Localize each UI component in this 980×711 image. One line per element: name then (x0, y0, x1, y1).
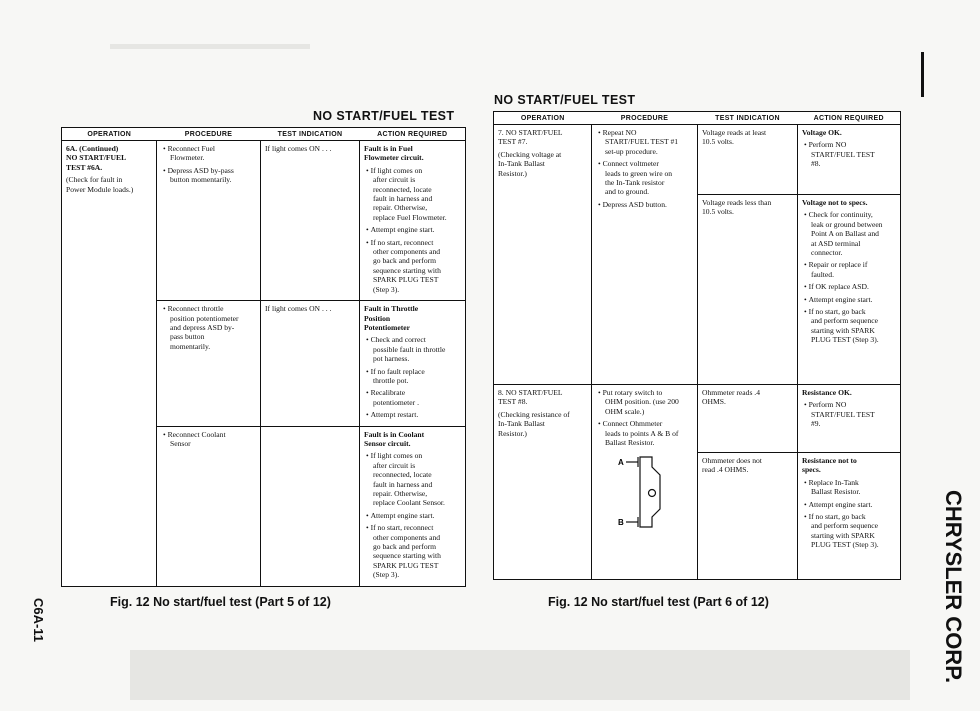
action-item: • If no start, go back and perform sequence starting with SPARK PLUG TEST (Step 3). (802, 307, 896, 345)
procedure-item: • Reconnect Fuel Flowmeter. (161, 144, 256, 163)
operation-cell (62, 141, 157, 587)
action-title: Fault is in Coolant Sensor circuit. (364, 429, 425, 448)
header-operation: OPERATION (62, 128, 157, 141)
action-cell (360, 426, 466, 586)
header-procedure: PROCEDURE (157, 128, 261, 141)
brand-text: CHRYSLER CORP. (941, 490, 966, 684)
procedure-item: • Reconnect Coolant Sensor (161, 430, 256, 449)
procedure-item: • Depress ASD by-pass button momentarily. (161, 166, 256, 185)
action-item: • If no start, reconnect other components and go back and perform sequence starting with SPARK PLUG TEST (Step 3). (364, 523, 461, 579)
action-item: • If no start, go back and perform sequence starting with SPARK PLUG TEST (Step 3). (802, 512, 896, 550)
indication-text: If light comes ON . . . (265, 304, 332, 314)
operation-purpose: (Checking voltage at In-Tank Ballast Resistor.) (498, 149, 562, 178)
action-item: • If OK replace ASD. (802, 282, 896, 291)
action-item: • Attempt engine start. (364, 511, 461, 520)
action-title: Voltage not to specs. (802, 198, 868, 207)
action-item: • Perform NO START/FUEL TEST #9. (802, 400, 896, 428)
header-action-required: ACTION REQUIRED (360, 128, 466, 141)
action-title: Voltage OK. (802, 128, 842, 137)
action-item: • If light comes on after circuit is reconnected, locate fault in harness and repair. Otherwise, replace Coolant Sensor. (364, 451, 461, 507)
procedure-item: • Put rotary switch to OHM position. (use 200 OHM scale.) (596, 388, 693, 416)
header-test-indication: TEST INDICATION (698, 112, 798, 125)
resistor-body (640, 457, 660, 527)
action-item: • Replace In-Tank Ballast Resistor. (802, 478, 896, 497)
indication-text: Ohmmeter reads .4 OHMS. (702, 388, 760, 407)
operation-purpose: (Checking resistance of In-Tank Ballast Resistor.) (498, 409, 570, 438)
procedure-cell (592, 125, 698, 385)
action-item: • Check for continuity, leak or ground between Point A on Ballast and at ASD terminal connector. (802, 210, 896, 257)
action-item: • Attempt engine start. (364, 225, 461, 234)
point-b-label: B (618, 518, 624, 528)
operation-step: 7. NO START/FUEL TEST #7. (498, 128, 563, 147)
scan-smudge (130, 650, 910, 700)
operation-step: 8. NO START/FUEL TEST #8. (498, 388, 563, 407)
procedure-cell (592, 385, 698, 580)
action-item: • Recalibrate potentiometer . (364, 388, 461, 407)
indication-cell (698, 385, 798, 453)
procedure-item: • Depress ASD button. (596, 200, 693, 209)
indication-cell (698, 125, 798, 195)
right-figure-caption: Fig. 12 No start/fuel test (Part 6 of 12) (548, 595, 769, 609)
procedure-item: • Connect voltmeter leads to green wire on the In-Tank resistor and to ground. (596, 159, 693, 197)
right-test-table (493, 111, 901, 580)
action-item: • Perform NO START/FUEL TEST #8. (802, 140, 896, 168)
action-cell (360, 301, 466, 426)
action-item: • Repair or replace if faulted. (802, 260, 896, 279)
indication-cell (261, 301, 360, 426)
mounting-hole (649, 490, 656, 497)
action-cell (360, 141, 466, 301)
procedure-item: • Connect Ohmmeter leads to points A & B of Ballast Resistor. (596, 419, 693, 447)
action-title: Resistance not to specs. (802, 456, 857, 475)
operation-purpose: (Check for fault in Power Module loads.) (66, 175, 134, 194)
action-title: Fault is in Fuel Flowmeter circuit. (364, 144, 424, 163)
header-operation: OPERATION (494, 112, 592, 125)
scan-smudge (110, 44, 310, 49)
action-cell (798, 453, 901, 580)
action-cell (798, 195, 901, 385)
action-cell (798, 385, 901, 453)
left-figure-caption: Fig. 12 No start/fuel test (Part 5 of 12) (110, 595, 331, 609)
header-action-required: ACTION REQUIRED (798, 112, 901, 125)
action-item: • If no start, reconnect other components and go back and perform sequence starting with SPARK PLUG TEST (Step 3). (364, 238, 461, 294)
procedure-cell (157, 426, 261, 586)
action-item: • Attempt engine start. (802, 500, 896, 509)
indication-cell (698, 195, 798, 385)
procedure-item: • Reconnect throttle position potentiometer and depress ASD by- pass button momentarily. (161, 304, 256, 351)
point-a-label: A (618, 458, 624, 468)
indication-text: If light comes ON . . . (265, 144, 332, 153)
right-page-title: NO START/FUEL TEST (494, 93, 636, 107)
operation-step: 6A. (Continued) NO START/FUEL TEST #6A. (66, 144, 127, 172)
action-item: • If no fault replace throttle pot. (364, 367, 461, 386)
operation-cell (494, 125, 592, 385)
header-test-indication: TEST INDICATION (261, 128, 360, 141)
procedure-item: • Repeat NO START/FUEL TEST #1 set-up procedure. (596, 128, 693, 156)
indication-cell (261, 426, 360, 586)
ballast-resistor-diagram (616, 453, 676, 533)
action-title: Resistance OK. (802, 388, 852, 397)
indication-text: Voltage reads less than 10.5 volts. (702, 198, 772, 217)
action-cell (798, 125, 901, 195)
procedure-cell (157, 141, 261, 301)
indication-cell (698, 453, 798, 580)
margin-rule (921, 52, 924, 97)
operation-cell (494, 385, 592, 580)
indication-text: Ohmmeter does not read .4 OHMS. (702, 456, 762, 475)
indication-text: Voltage reads at least 10.5 volts. (702, 128, 767, 147)
action-item: • Attempt restart. (364, 410, 461, 419)
left-test-table (61, 127, 466, 587)
action-item: • Check and correct possible fault in throttle pot harness. (364, 335, 461, 363)
header-procedure: PROCEDURE (592, 112, 698, 125)
procedure-cell (157, 301, 261, 426)
action-title: Fault in Throttle Position Potentiometer (364, 304, 419, 332)
action-item: • If light comes on after circuit is reconnected, locate fault in harness and repair. Otherwise, replace Fuel Flowmeter. (364, 166, 461, 222)
action-item: • Attempt engine start. (802, 295, 896, 304)
page-code: C6A-11 (31, 597, 46, 643)
left-page-title: NO START/FUEL TEST (313, 109, 455, 123)
indication-cell (261, 141, 360, 301)
